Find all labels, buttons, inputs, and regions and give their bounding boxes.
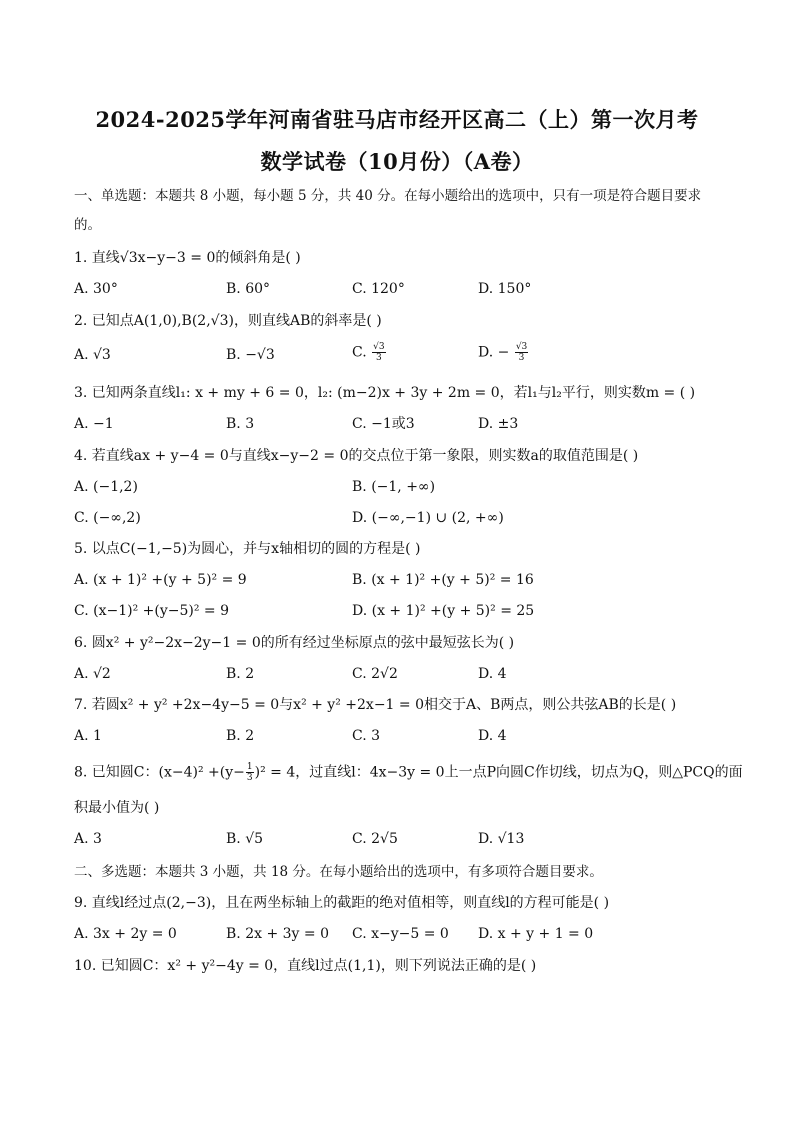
q2-option-d xyxy=(478,342,529,363)
question-9-stem: 9. 直线l经过点(2,−3)，且在两坐标轴上的截距的绝对值相等，则直线l的方程可能是( ) xyxy=(74,895,610,911)
q8-fraction xyxy=(246,762,254,783)
section1-heading-cont: 的。 xyxy=(74,217,101,233)
q7-option-a: A. 1 xyxy=(74,728,102,744)
q5-option-b: B. (x + 1)² +(y + 5)² = 16 xyxy=(352,572,534,588)
q9-option-b: B. 2x + 3y = 0 xyxy=(226,926,329,942)
q2-option-b: B. −√3 xyxy=(226,347,275,363)
question-8-stem xyxy=(74,762,743,783)
question-7-stem: 7. 若圆x² + y² +2x−4y−5 = 0与x² + y² +2x−1 = 0相交于A、B两点，则公共弦AB的长是( ) xyxy=(74,697,677,713)
q5-option-a: A. (x + 1)² +(y + 5)² = 9 xyxy=(74,572,247,588)
question-4-stem: 4. 若直线ax + y−4 = 0与直线x−y−2 = 0的交点位于第一象限，则实数a的取值范围是( ) xyxy=(74,448,639,464)
question-2-stem: 2. 已知点A(1,0),B(2,√3)，则直线AB的斜率是( ) xyxy=(74,313,382,329)
section1-heading: 一、单选题：本题共 8 小题，每小题 5 分，共 40 分。在每小题给出的选项中，只有一项是符合题目要求 xyxy=(74,188,702,204)
q1-option-d: D. 150° xyxy=(478,281,532,297)
q2-option-a: A. √3 xyxy=(74,347,111,363)
q1-option-b: B. 60° xyxy=(226,281,271,297)
q5-option-c: C. (x−1)² +(y−5)² = 9 xyxy=(74,603,229,619)
q8-option-b: B. √5 xyxy=(226,831,264,847)
q8-option-c: C. 2√5 xyxy=(352,831,398,847)
q9-option-d: D. x + y + 1 = 0 xyxy=(478,926,594,942)
question-5-stem: 5. 以点C(−1,−5)为圆心，并与x轴相切的圆的方程是( ) xyxy=(74,541,421,557)
question-3-stem: 3. 已知两条直线l₁: x + my + 6 = 0，l₂: (m−2)x + 3y + 2m = 0，若l₁与l₂平行，则实数m = ( ) xyxy=(74,385,696,401)
exam-title-line2: 数学试卷（10月份）（A卷） xyxy=(260,149,534,174)
q8-fraction-denominator: 3 xyxy=(246,773,253,783)
q2-option-d-fraction xyxy=(515,342,528,363)
q8-fraction-numerator: 1 xyxy=(246,762,253,772)
q1-option-a: A. 30° xyxy=(74,281,118,297)
q3-option-d: D. ±3 xyxy=(478,416,519,432)
q2-option-c-denominator: 3 xyxy=(375,353,382,363)
q4-option-d: D. (−∞,−1) ∪ (2, +∞) xyxy=(352,510,504,526)
q3-option-c: C. −1或3 xyxy=(352,416,415,432)
q7-option-b: B. 2 xyxy=(226,728,255,744)
q5-option-d: D. (x + 1)² +(y + 5)² = 25 xyxy=(352,603,535,619)
q6-option-c: C. 2√2 xyxy=(352,666,398,682)
q4-option-c: C. (−∞,2) xyxy=(74,510,141,526)
q2-option-d-denominator: 3 xyxy=(518,353,525,363)
q3-option-a: A. −1 xyxy=(74,416,114,432)
question-10-stem: 10. 已知圆C：x² + y²−4y = 0，直线l过点(1,1)，则下列说法正确的是( ) xyxy=(74,958,537,974)
q2-option-d-prefix: D. − xyxy=(478,344,510,361)
q4-option-a: A. (−1,2) xyxy=(74,479,138,495)
question-8-stem-cont: 积最小值为( ) xyxy=(74,800,160,816)
exam-title-line1: 2024-2025学年河南省驻马店市经开区高二（上）第一次月考 xyxy=(95,107,699,132)
q4-option-b: B. (−1, +∞) xyxy=(352,479,436,495)
section2-heading: 二、多选题：本题共 3 小题，共 18 分。在每小题给出的选项中，有多项符合题目要求。 xyxy=(74,864,603,880)
question-6-stem: 6. 圆x² + y²−2x−2y−1 = 0的所有经过坐标原点的弦中最短弦长为( ) xyxy=(74,635,515,651)
q2-option-c-numerator: √3 xyxy=(373,342,385,352)
q6-option-d: D. 4 xyxy=(478,666,507,682)
q8-stem-start: 8. 已知圆C：(x−4)² +(y− xyxy=(74,764,245,781)
q8-option-d: D. √13 xyxy=(478,831,525,847)
q2-option-c xyxy=(352,342,387,363)
q7-option-d: D. 4 xyxy=(478,728,507,744)
q9-option-a: A. 3x + 2y = 0 xyxy=(74,926,177,942)
q6-option-b: B. 2 xyxy=(226,666,255,682)
q1-option-c: C. 120° xyxy=(352,281,405,297)
q7-option-c: C. 3 xyxy=(352,728,381,744)
q3-option-b: B. 3 xyxy=(226,416,255,432)
q2-option-d-numerator: √3 xyxy=(515,342,528,352)
question-1-stem: 1. 直线√3x−y−3 = 0的倾斜角是( ) xyxy=(74,250,301,266)
q2-option-c-fraction xyxy=(372,342,385,363)
q8-stem-end: )² = 4，过直线l：4x−3y = 0上一点P向圆C作切线，切点为Q，则△PCQ的面 xyxy=(254,764,743,781)
q8-option-a: A. 3 xyxy=(74,831,102,847)
q6-option-a: A. √2 xyxy=(74,666,111,682)
q2-option-c-prefix: C. xyxy=(352,344,367,361)
q9-option-c: C. x−y−5 = 0 xyxy=(352,926,449,942)
